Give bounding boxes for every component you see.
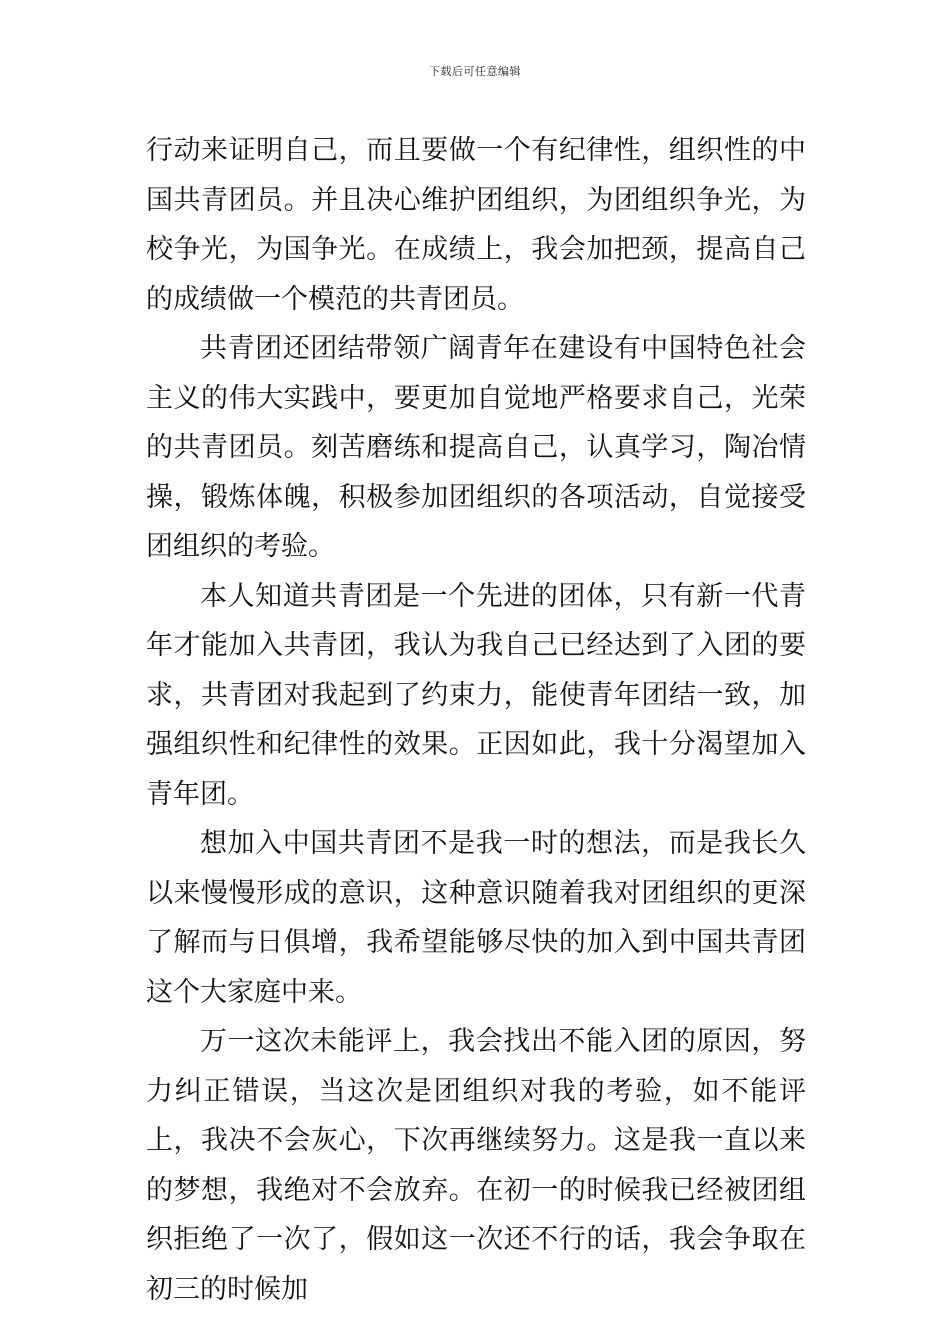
paragraph-3: 本人知道共青团是一个先进的团体，只有新一代青年才能加入共青团，我认为我自己已经达到了入团的要求，共青团对我起到了约束力，能使青年团结一致，加强组织性和纪律性的效果。正因如此，我十分渴望加入青年团。: [146, 580, 806, 810]
paragraph-2: 共青团还团结带领广阔青年在建设有中国特色社会主义的伟大实践中，要更加自觉地严格要求自己，光荣的共青团员。刻苦磨练和提高自己，认真学习，陶冶情操，锻炼体魄，积极参加团组织的各项活动，自觉接受团组织的考验。: [146, 333, 806, 562]
paragraph-4: 想加入中国共青团不是我一时的想法，而是我长久以来慢慢形成的意识，这种意识随着我对团组织的更深了解而与日俱增，我希望能够尽快的加入到中国共青团这个大家庭中来。: [146, 828, 806, 1008]
paragraph-1: 行动来证明自己，而且要做一个有纪律性，组织性的中国共青团员。并且决心维护团组织，为团组织争光，为校争光，为国争光。在成绩上，我会加把颈，提高自己的成绩做一个模范的共青团员。: [146, 135, 806, 315]
document-body: [146, 126, 806, 1314]
paragraph-5: 万一这次未能评上，我会找出不能入团的原因，努力纠正错误，当这次是团组织对我的考验，如不能评上，我决不会灰心，下次再继续努力。这是我一直以来的梦想，我绝对不会放弃。在初一的时候我已经被团组织拒绝了一次了，假如这一次还不行的话，我会争取在初三的时候加: [146, 1026, 806, 1305]
page-header: 下载后可任意编辑: [429, 65, 521, 78]
